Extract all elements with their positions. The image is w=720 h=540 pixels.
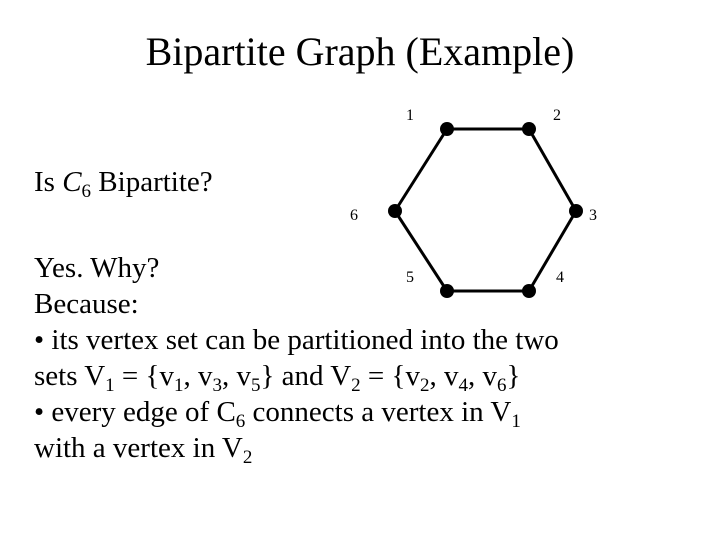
- text-sets-v: sets V: [34, 360, 106, 392]
- answer-bullet-partition: • its vertex set can be partitioned into the two: [34, 324, 559, 356]
- graph-name-subscript: 6: [81, 181, 92, 202]
- text-eq-v: = {v: [114, 360, 174, 392]
- subscript: 6: [496, 375, 507, 396]
- graph-vertex-v6: [388, 204, 402, 218]
- graph-vertex-label-v6: 6: [350, 207, 358, 224]
- subscript: 2: [419, 375, 430, 396]
- answer-line-sets: [34, 358, 714, 394]
- question-prefix: Is: [34, 166, 63, 198]
- text-every-edge: • every edge of C: [34, 396, 236, 428]
- subscript: 1: [511, 411, 521, 432]
- graph-vertex-label-v4: 4: [556, 269, 564, 286]
- text-and-v: } and V: [260, 360, 352, 392]
- text-close-brace: }: [506, 360, 521, 392]
- subscript: 6: [235, 411, 246, 432]
- graph-vertex-v3: [569, 204, 583, 218]
- answer-line-because: Because:: [34, 288, 139, 320]
- graph-vertex-v1: [440, 122, 454, 136]
- graph-vertex-label-v3: 3: [589, 207, 597, 224]
- text-connects: connects a vertex in V: [245, 396, 512, 428]
- graph-name: C: [62, 166, 82, 198]
- slide-title: Bipartite Graph (Example): [145, 29, 575, 74]
- text-with-vertex: with a vertex in V: [34, 432, 243, 464]
- subscript: 2: [351, 375, 361, 396]
- subscript: 4: [458, 375, 468, 396]
- answer-line-with-vertex: [34, 430, 714, 466]
- graph-vertex-v2: [522, 122, 536, 136]
- graph-vertex-label-v5: 5: [406, 269, 414, 286]
- subscript: 1: [105, 375, 115, 396]
- answer-text: [34, 250, 714, 466]
- answer-bullet-edges: [34, 394, 714, 430]
- question-suffix: Bipartite?: [91, 166, 213, 198]
- text-eq-v: = {v: [360, 360, 420, 392]
- graph-edge-v6-v1: [395, 129, 447, 211]
- graph-vertex-label-v1: 1: [406, 107, 414, 124]
- answer-line-yes: Yes. Why?: [34, 252, 160, 284]
- text-comma-v: , v: [183, 360, 213, 392]
- text-comma-v: , v: [221, 360, 251, 392]
- text-comma-v: , v: [429, 360, 459, 392]
- graph-edge-v2-v3: [529, 129, 576, 211]
- subscript: 3: [212, 375, 222, 396]
- subscript: 2: [242, 447, 253, 468]
- text-comma-v: , v: [467, 360, 497, 392]
- subscript: 1: [173, 375, 184, 396]
- graph-vertex-label-v2: 2: [553, 107, 561, 124]
- subscript: 5: [250, 375, 261, 396]
